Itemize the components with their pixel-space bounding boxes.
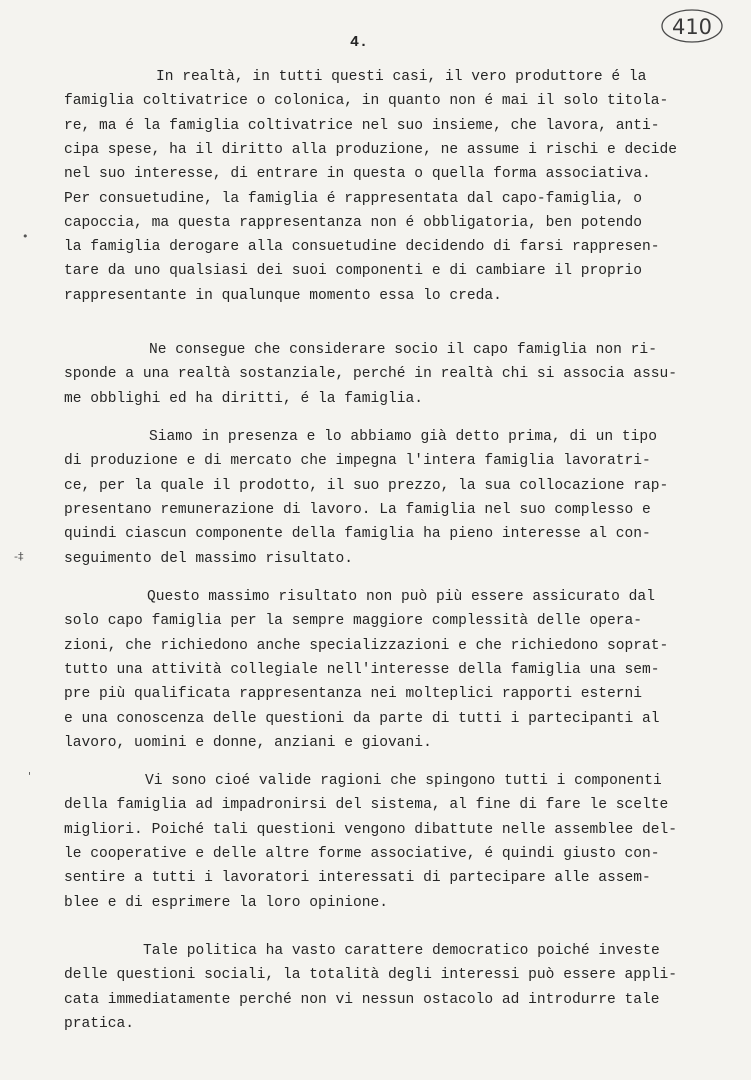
text-line: Ne consegue che considerare socio il capo famiglia non ri- xyxy=(149,342,657,358)
margin-dot-mark: • xyxy=(22,230,29,243)
text-line: Vi sono cioé valide ragioni che spingono tutti i componenti xyxy=(145,773,662,789)
text-line: ce, per la quale il prodotto, il suo prezzo, la sua collocazione rap- xyxy=(64,477,669,494)
text-line: cata immediatamente perché non vi nessun ostacolo ad introdurre tale xyxy=(64,991,660,1008)
text-line: pratica. xyxy=(64,1015,135,1032)
text-line: quindi ciascun componente della famiglia ha pieno interesse al con- xyxy=(64,526,651,543)
text-line: re, ma é la famiglia coltivatrice nel suo insieme, che lavora, anti- xyxy=(64,117,660,134)
text-line: Tale politica ha vasto carattere democratico poiché investe xyxy=(143,943,660,959)
text-line: Questo massimo risultato non può più essere assicurato dal xyxy=(147,589,655,605)
archive-number: 410 xyxy=(671,15,713,39)
text-line: Per consuetudine, la famiglia é rappresentata dal capo-famiglia, o xyxy=(64,190,643,207)
text-line: tutto una attività collegiale nell'interesse della famiglia una sem- xyxy=(64,661,660,678)
text-line: e una conoscenza delle questioni da parte di tutti i partecipanti al xyxy=(64,710,660,727)
text-line: In realtà, in tutti questi casi, il vero produttore é la xyxy=(156,69,647,85)
text-line: Siamo in presenza e lo abbiamo già detto prima, di un tipo xyxy=(149,429,657,445)
page-number: 4. xyxy=(350,34,369,51)
text-line: nel suo interesse, di entrare in questa o quella forma associativa. xyxy=(64,166,651,183)
text-line: solo capo famiglia per la sempre maggiore complessità delle opera- xyxy=(64,613,643,630)
margin-tick-mark: ' xyxy=(28,770,32,783)
archive-stamp xyxy=(659,7,725,45)
text-line: delle questioni sociali, la totalità degli interessi può essere appli- xyxy=(64,967,678,984)
text-line: rappresentante in qualunque momento essa lo creda. xyxy=(64,287,502,304)
text-line: le cooperative e delle altre forme associative, é quindi giusto con- xyxy=(64,845,660,862)
text-line: presentano remunerazione di lavoro. La famiglia nel suo complesso e xyxy=(64,501,651,518)
text-line: me obblighi ed ha diritti, é la famiglia. xyxy=(64,390,424,407)
margin-dash-mark: -‡ xyxy=(14,550,24,563)
handwritten-circle-icon xyxy=(659,7,725,45)
text-line: migliori. Poiché tali questioni vengono dibattute nelle assemblee del- xyxy=(64,821,678,838)
text-line: sponde a una realtà sostanziale, perché in realtà chi si associa assu- xyxy=(64,366,678,383)
text-line: tare da uno qualsiasi dei suoi componenti e di cambiare il proprio xyxy=(64,263,643,280)
text-line: seguimento del massimo risultato. xyxy=(64,550,354,567)
text-line: pre più qualificata rappresentanza nei molteplici rapporti esterni xyxy=(64,686,643,703)
text-line: la famiglia derogare alla consuetudine decidendo di farsi rappresen- xyxy=(64,239,660,256)
text-line: di produzione e di mercato che impegna l'intera famiglia lavoratri- xyxy=(64,453,651,470)
text-line: famiglia coltivatrice o colonica, in quanto non é mai il solo titola- xyxy=(64,93,669,110)
text-line: blee e di esprimere la loro opinione. xyxy=(64,894,389,911)
text-line: lavoro, uomini e donne, anziani e giovani. xyxy=(64,734,432,751)
text-line: della famiglia ad impadronirsi del sistema, al fine di fare le scelte xyxy=(64,797,669,814)
text-line: capoccia, ma questa rappresentanza non é obbligatoria, ben potendo xyxy=(64,214,643,231)
text-line: zioni, che richiedono anche specializzazioni e che richiedono soprat- xyxy=(64,637,669,654)
text-line: cipa spese, ha il diritto alla produzione, ne assume i rischi e decide xyxy=(64,141,678,158)
text-line: sentire a tutti i lavoratori interessati di partecipare alle assem- xyxy=(64,870,651,887)
